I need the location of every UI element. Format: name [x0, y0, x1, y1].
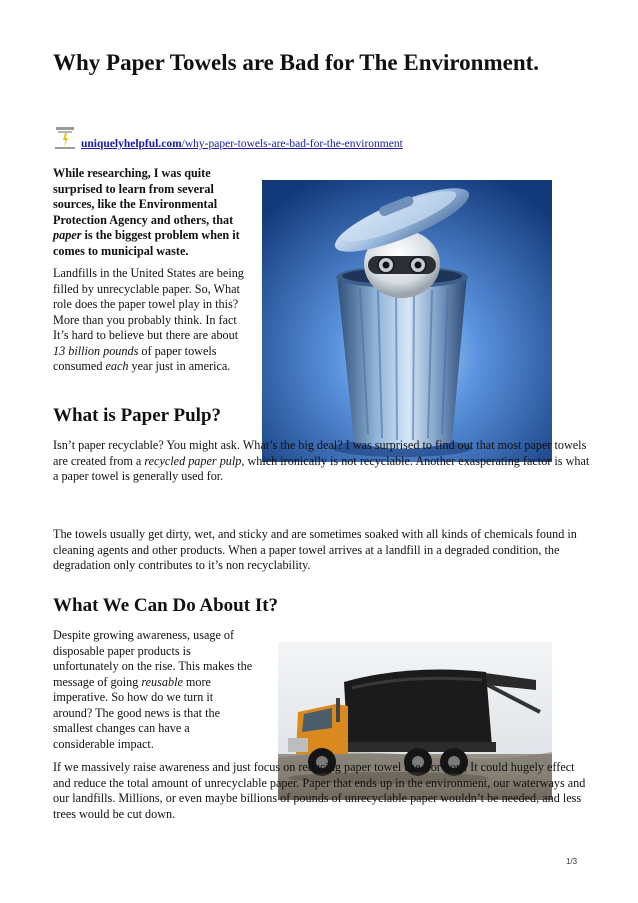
source-line [53, 125, 593, 151]
trash-can-illustration [262, 180, 552, 462]
section1-paragraph-1: Isn’t paper recyclable? You might ask. What’s the big deal? I was surprised to find out that most paper towels are created from a recycled paper pulp, which ironically is not recyclable. Another exasperating factor is what a paper towel is generally used for. [53, 438, 590, 483]
source-url [81, 138, 403, 150]
section-heading-paper-pulp: What is Paper Pulp? [53, 405, 222, 426]
intro-paragraph-1: While researching, I was quite surprised to learn from several sources, like the Environmental Protection Agency and others, that paper is the biggest problem when it comes to municipal waste. [53, 166, 240, 258]
trash-can-robot-image [262, 180, 552, 462]
source-domain-link[interactable]: uniquelyhelpful.com [81, 138, 182, 150]
source-path-link[interactable]: /why-paper-towels-are-bad-for-the-environment [181, 138, 403, 150]
section1-paragraph-2: The towels usually get dirty, wet, and sticky and are sometimes soaked with all kinds of chemicals found in cleaning agents and other products. When a paper towel arrives at a landfill in a degraded condition, the degradation only contributes to it’s non recyclability. [53, 527, 577, 572]
section2-paragraph-1: Despite growing awareness, usage of disposable paper products is unfortunately on the rise. This makes the message of going reusable more imperative. So how do we turn it around? The good news is that the smallest changes can have a considerable impact. [53, 628, 253, 751]
page-title: Why Paper Towels are Bad for The Environment. [53, 50, 540, 75]
page-number: 1/3 [566, 857, 578, 866]
intro-paragraph-2: Landfills in the United States are being filled by unrecyclable paper. So, What role does the paper towel play in this? More than you probably think. In fact It’s hard to believe but there are about 13 billion pounds of paper towels consumed each year just in america. [53, 266, 244, 373]
site-logo-icon [53, 125, 77, 151]
section2-paragraph-2: If we massively raise awareness and just focus on reducing paper towel use, for now, It could hugely effect and reduce the total amount of unrecyclable paper. Paper that ends up in the environment, our waterways and our landfills. Millions, or even maybe billions of pounds of unrecyclable paper wouldn’t be needed, and less trees would be cut down. [53, 760, 586, 821]
section-heading-what-we-can-do: What We Can Do About It? [53, 595, 279, 616]
